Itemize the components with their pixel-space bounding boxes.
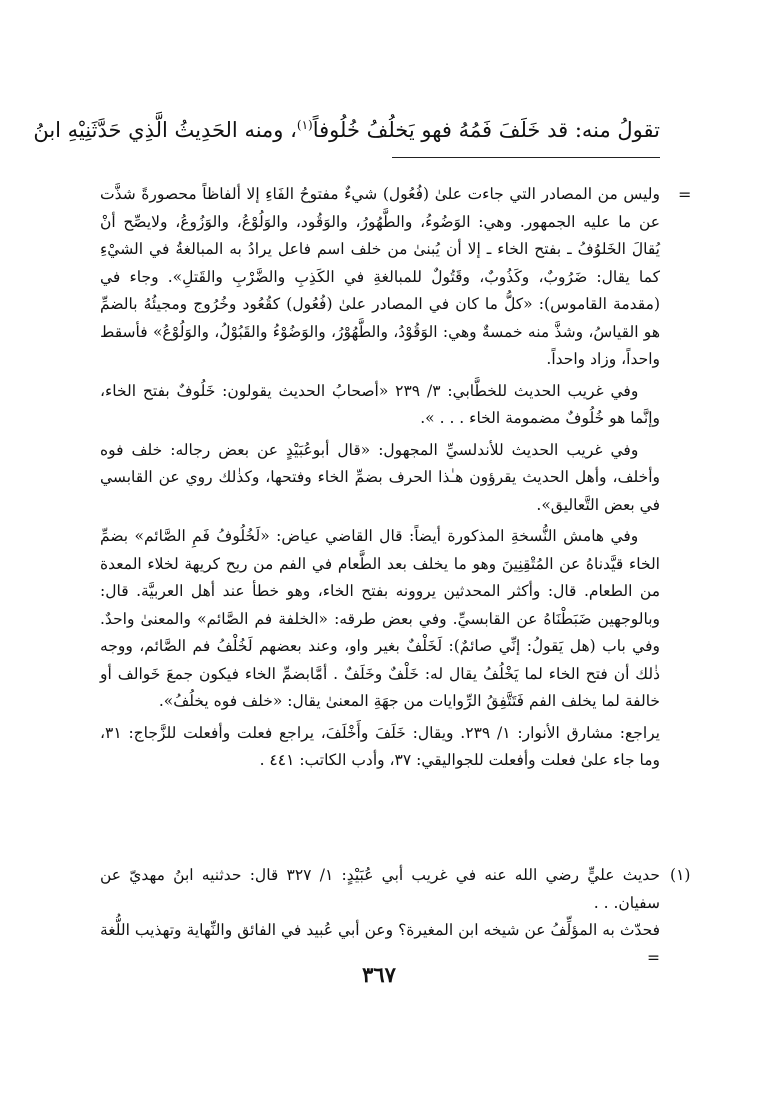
footnote-1 xyxy=(100,862,660,972)
footnote-paragraph: وفي هامش النُّسخةِ المذكورة أيضاً: قال القاضي عياض: «لَخُلُوفُ فَمِ الصَّائم» بضمِّ الخاء قيَّدناهُ عن المُتْقِنِينَ وهو ما يخلف بعد الطَّعام في الفم من ريح كريهة لخلاء المعدة من الطعام. قال: وأكثر المحدثين يروونه بفتح الخاء، وهو خطأ عند أهل العربيَّة. قال: وبالوجهين ضَبَطْنَاهُ عن القابسيِّ. وفي بعض طرقه: «الخلفة فم الصَّائم» والمعنىٰ واحدٌ. وفي باب (هل يَقولُ: إنِّي صائمٌ): لَخَلْفٌ بغير واو، وعند بعضهم لَخُلْفُ فم الصَّائم، ووجه ذٰلك أن فتح الخاء لما يَخْلُفُ يقال له: خَلْفٌ وخَلَفٌ . أمَّابضمِّ الخاء فيكون جمعَ خَوالف أو خالفة لما يخلف الفم فَتَتَّفِقُ الرِّوايات من جهَةِ المعنىٰ يقال: «خلف فوه يخلُفُ». xyxy=(100,527,660,710)
footnote-1-line: فحدّث به المؤلِّفُ عن شيخه ابن المغيرة؟ وعن أبي عُبيد في الفائق والنِّهاية وتهذيب اللُّغة = xyxy=(100,921,660,967)
main-text-start: تقولُ منه: قد خَلَفَ فَمُهُ فهو يَخلُفُ خُلُوفاً xyxy=(312,118,660,142)
footnote-1-number: (١) xyxy=(670,866,691,884)
main-text-line xyxy=(33,110,660,145)
footnote-marker-1: (١) xyxy=(296,118,313,132)
page-number: ٣٦٧ xyxy=(362,962,396,987)
footnote-1-line: حديث عليٍّ رضي الله عنه في غريب أبي عُبَيْدٍ: ١/ ٣٢٧ قال: حدثنيه ابنُ مهديّ عن سفيان. . . xyxy=(100,866,660,912)
footnote-paragraph: وفي غريب الحديث للخطَّابي: ٣/ ٢٣٩ «أصحابُ الحديث يقولون: خَلُوفٌ بفتح الخاء، وإنَّما هو خُلُوفٌ مضمومة الخاء . . . ». xyxy=(100,381,660,427)
footnote-separator-rule xyxy=(392,157,660,158)
continuation-mark: = xyxy=(678,185,692,204)
footnote-paragraph: يراجع: مشارق الأنوار: ١/ ٢٣٩. ويقال: خَلَفَ وأَخْلَفَ، يراجع فعلت وأفعلت للزَّجاج: ٣١، وما جاء علىٰ فعلت وأفعلت للجواليقي: ٣٧، وأدب الكاتب: ٤٤١ . xyxy=(100,723,661,769)
footnote-paragraph: وليس من المصادر التي جاءت علىٰ (فُعُول) شيءٌ مفتوحُ الفَاءِ إلا ألفاظاً محصورةً شذَّت عن ما عليه الجمهور. وهي: الوَضُوءُ، والطَّهُورُ، والوَقُود، والوَلُوْعُ، والوَزُوعُ، ولايصِّح أنْ يُقالَ الخَلوُفُ ـ بفتح الخاء ـ إلا أن يُبنىٰ من خلف اسم فاعل يرادُ به المبالغةُ في الشيْءِ كما يقال: ضَرُوبٌ، وكَذُوبٌ، وقَتُولٌ للمبالغةِ في الكَذِبِ والضَّرْبِ والقَتلِ». وجاء في (مقدمة القاموس): «كلُّ ما كان في المصادر علىٰ (فُعُول) كقُعُود وخُرُوج ومجيئُهُ بالضمِّ هو القياسُ، وشذَّ منه خمسةٌ وهي: الوَقُوْدُ، والطَّهُوْرُ، والوَضُوْءُ والقَبُوْلُ، والوَلُوْعُ» فأسقط واحداً، وزاد واحداً. xyxy=(100,185,660,368)
continued-footnote xyxy=(100,181,660,779)
footnote-paragraph: وفي غريب الحديث للأندلسيِّ المجهول: «قال أبوعُبَيْدٍ عن بعض رجاله: خلف فوه وأخلف، وأهل الحديث يقرؤون هـٰذا الحرف بضمِّ الخاء وفتحها، وكذٰلك روي عن القابسي في بعض التَّعاليق». xyxy=(100,440,660,514)
main-text-end: ، ومنه الحَدِيثُ الَّذِي حَدَّثَنِيْهِ ابنُ xyxy=(33,118,297,142)
